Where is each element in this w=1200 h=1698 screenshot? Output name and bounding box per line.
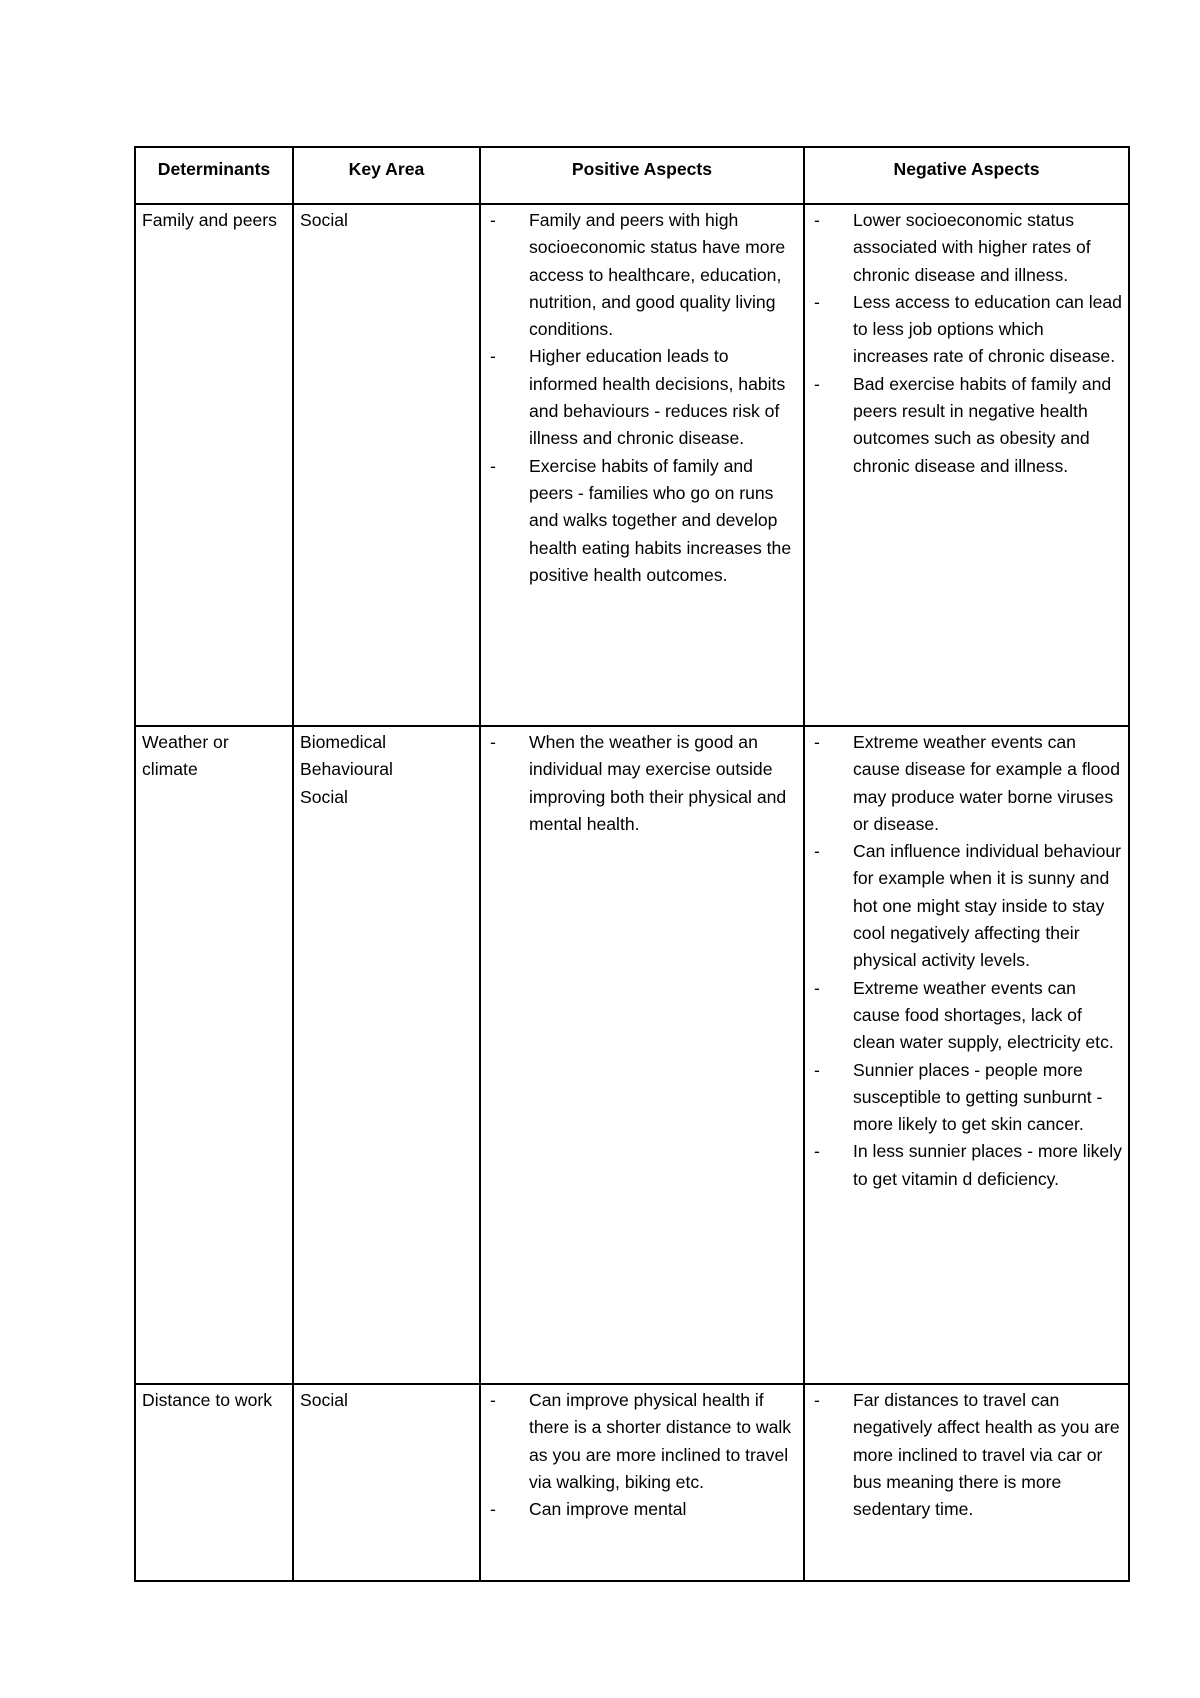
determinant-cell: Family and peers xyxy=(135,204,293,726)
list-item: - Family and peers with high socioeconomic status have more access to healthcare, education, nutrition, and good quality living conditions. xyxy=(529,207,797,343)
determinant-cell: Weather or climate xyxy=(135,726,293,1384)
list-item: - Far distances to travel can negatively affect health as you are more inclined to travel via car or bus meaning there is more sedentary time. xyxy=(853,1387,1122,1523)
list-item: - Extreme weather events can cause food shortages, lack of clean water supply, electricity etc. xyxy=(853,975,1122,1057)
key-area-item: Social xyxy=(300,1390,348,1410)
positive-aspects-list xyxy=(487,207,797,589)
list-item: - Can improve mental xyxy=(529,1496,797,1523)
list-item: - Can improve physical health if there is a shorter distance to walk as you are more inclined to travel via walking, biking etc. xyxy=(529,1387,797,1496)
list-item: - Higher education leads to informed health decisions, habits and behaviours - reduces risk of illness and chronic disease. xyxy=(529,343,797,452)
list-item: - In less sunnier places - more likely to get vitamin d deficiency. xyxy=(853,1138,1122,1193)
list-item: - Less access to education can lead to less job options which increases rate of chronic disease. xyxy=(853,289,1122,371)
key-area-item: Biomedical xyxy=(300,732,387,752)
list-item: - Extreme weather events can cause disease for example a flood may produce water borne viruses or disease. xyxy=(853,729,1122,838)
list-item: - Bad exercise habits of family and peers result in negative health outcomes such as obesity and chronic disease and illness. xyxy=(853,371,1122,480)
positive-aspects-cell xyxy=(480,204,804,726)
negative-aspects-list xyxy=(811,207,1122,480)
negative-aspects-cell xyxy=(804,726,1129,1384)
determinant-cell: Distance to work xyxy=(135,1384,293,1581)
key-area-cell xyxy=(293,726,480,1384)
list-item: - Lower socioeconomic status associated with higher rates of chronic disease and illness. xyxy=(853,207,1122,289)
header-row xyxy=(135,147,1129,204)
negative-aspects-list xyxy=(811,729,1122,1193)
header-determinants: Determinants xyxy=(135,147,293,204)
table-row xyxy=(135,726,1129,1384)
key-area-item: Behavioural xyxy=(300,759,393,780)
positive-aspects-list xyxy=(487,729,797,838)
list-item: - Exercise habits of family and peers - families who go on runs and walks together and develop health eating habits increases the positive health outcomes. xyxy=(529,453,797,589)
list-item: - When the weather is good an individual may exercise outside improving both their physical and mental health. xyxy=(529,729,797,838)
determinants-table xyxy=(134,146,1130,1582)
header-negative-aspects: Negative Aspects xyxy=(804,147,1129,204)
negative-aspects-cell xyxy=(804,1384,1129,1581)
list-item: - Sunnier places - people more susceptible to getting sunburnt - more likely to get skin cancer. xyxy=(853,1057,1122,1139)
negative-aspects-cell xyxy=(804,204,1129,726)
positive-aspects-cell xyxy=(480,726,804,1384)
key-area-item: Social xyxy=(300,786,348,807)
header-positive-aspects: Positive Aspects xyxy=(480,147,804,204)
table-row xyxy=(135,1384,1129,1581)
negative-aspects-list xyxy=(811,1387,1122,1523)
positive-aspects-list xyxy=(487,1387,797,1523)
table-row xyxy=(135,204,1129,726)
key-area-item: Social xyxy=(300,210,348,230)
key-area-cell xyxy=(293,204,480,726)
header-key-area: Key Area xyxy=(293,147,480,204)
list-item: - Can influence individual behaviour for example when it is sunny and hot one might stay inside to stay cool negatively affecting their physical activity levels. xyxy=(853,838,1122,974)
key-area-cell xyxy=(293,1384,480,1581)
positive-aspects-cell xyxy=(480,1384,804,1581)
